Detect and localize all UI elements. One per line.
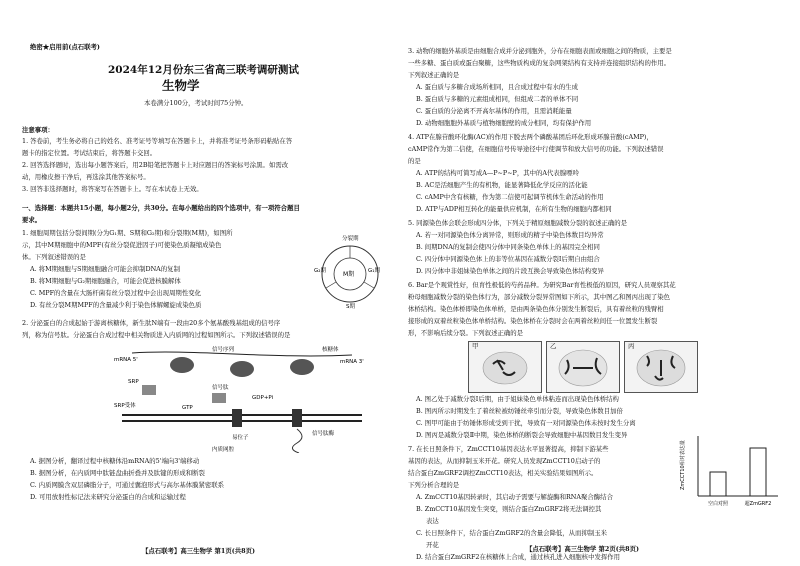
q1-stem: 示，其中M期细胞中的MPF(有丝分裂促进因子)可使染色质凝缩成染色 [22,241,222,249]
notes-line: 题卡的指定位置。考试结束后，将答题卡交回。 [22,149,157,157]
label-gtp: GTP [182,405,193,411]
q3-option: C. 蛋白质的分泌离不开高尔基体的作用，且需消耗能量 [416,107,572,115]
label-mrna3: mRNA 3' [340,359,364,365]
q4-option: B. AC是活细胞产生的有机物，能显著降低化学反应的活化能 [416,181,588,189]
label-mrna: mRNA 5' [114,357,138,363]
q6-stem: 体桥结构。染色体桥即染色体单桥，是由两条染色体分别发生断裂后，具有着丝粒的残臂相 [408,305,664,313]
mrna-strand [132,352,352,356]
notes-line: 1. 答卷前，考生务必将自己的姓名、准考证号等填写在答题卡上，并将准考证号条形码粘贴在答 [22,137,293,145]
q7-option: A. ZmCCT10基因转录时，其启动子需要与解旋酶和RNA聚合酶结合 [416,493,613,501]
subject-title: 生物学 [162,78,200,93]
fig-label-c: 丙 [628,342,635,350]
q6-option: A. 图乙处于减数分裂Ⅰ后期，由于姐妹染色单体粘连而出现染色体桥结构 [416,395,619,403]
label-translocon: 易位子 [232,435,249,441]
q7-option: D. 结合蛋白ZmGRF2在核糖体上合成，通过核孔进入细胞核中发挥作用 [416,553,621,561]
ribosome-shape [170,357,194,373]
footer-left: 【点石联考】高三生物学 第1页(共8页) [142,547,256,555]
q7-stem: 基因的表达，从而抑制玉米开花。研究人员发现ZmCCT10启动子的 [408,457,601,465]
label-signal: 信号序列 [212,347,235,353]
phase-label-top: 分裂期 [342,236,359,242]
q5-stem: 5. 同源染色体会联会形成四分体，下列关于精原细胞减数分裂的叙述正确的是 [408,219,628,227]
footer-right: 【点石联考】高三生物学 第2页(共8页) [526,545,640,553]
label-peptide: 信号肽 [212,385,229,391]
divider-line [326,282,336,288]
phase-label-s: S期 [346,304,355,310]
q3-option: B. 蛋白质与多糖的元素组成相同，但组成二者的单体不同 [416,95,579,103]
notes-heading: 注意事项： [22,126,54,134]
micrograph-c [624,341,698,393]
translocon-shape [292,409,302,427]
label-ribosome: 核糖体 [322,347,339,353]
confidential-mark: 绝密★启用前(点石联考) [30,43,100,51]
q5-option: A. 若一对同源染色体分离异常，则形成的精子中染色体数目均异常 [416,231,604,239]
bar [750,448,766,496]
phase-label-g2: G₂期 [314,268,326,274]
q7-stem: 下列分析合理的是 [408,481,460,489]
notes-line: 2. 回答选择题时，选出每小题答案后，用2B铅笔把答题卡上对应题目的答案标号涂黑。如需改 [22,161,289,169]
q5-option: B. 间期DNA的复制会使四分体中同条染色单体上的基因完全相同 [416,243,600,251]
q7-stem: 结合蛋白ZmGRF2调控ZmCCT10表达，相关实验结果如图所示。 [408,469,598,477]
q3-option: A. 蛋白质与多糖合成场所相同，且合成过程中有水的生成 [416,83,579,91]
q6-option: B. 图丙所示时期发生了着丝粒被纺锤丝牵引而分裂，导致染色体数目加倍 [416,407,623,415]
q1-option: B. 将M期细胞与G₂期细胞融合，可能会促进核膜解体 [30,277,181,285]
cell-cycle-diagram [312,232,388,310]
q6-stem: 形，不影响后续分裂。下列叙述正确的是 [408,329,524,337]
q3-option: D. 动物细胞胞外基质与植物细胞壁的成分相同，均有保护作用 [416,119,592,127]
notes-line: 3. 回答非选择题时，将答案写在答题卡上。写在本试卷上无效。 [22,185,203,193]
bar [710,472,726,496]
q6-stem: 粉母细胞减数分裂的染色体行为，部分减数分裂异常图如下所示，其中图乙和图丙出现了染色 [408,293,671,301]
exam-title: 2024年12月份东三省高三联考调研测试 [108,64,299,76]
q2-option: D. 可用放射性标记法来研究分泌蛋白的合成和运输过程 [30,493,186,501]
q2-option: A. 据图分析，翻译过程中核糖体沿mRNA的5'端向3'端移动 [30,457,200,465]
q2-option: C. 内质网膜含双层磷脂分子，可通过囊泡形式与高尔基体膜紧密联系 [30,481,225,489]
q7-option: B. ZmCCT10基因发生突变，则结合蛋白ZmGRF2将无法调控其 [416,505,602,513]
right-column [408,0,790,566]
q4-option: D. ATP与ADP相互转化的能量供应机制，在所有生物的细胞内都相同 [416,205,612,213]
exam-info: 本卷满分100分，考试时间75分钟。 [144,99,248,107]
label-srp: SRP [128,379,139,385]
label-peptidase: 信号肽酶 [312,431,335,437]
q7-option: 表达 [426,517,439,525]
expression-bar-chart [676,430,782,516]
q2-stem: 2. 分泌蛋白的合成起始于游离核糖体，新生肽N端有一段由20多个氨基酸残基组成的信号序 [22,319,281,327]
q4-option: A. ATP的结构可简写成A—P~P~P，其中的A代表腺嘌呤 [416,169,579,177]
q4-stem: cAMP常作为第二信使，在细胞信号传导途径中行使调节和放大信号的功能。下列叙述错误 [408,145,664,153]
micrograph-a [468,341,542,393]
q1-option: D. 有丝分裂M期MPF的含量减少利于染色体解螺旋成染色质 [30,301,202,309]
q2-option: B. 据图分析，在内质网中肽链盘曲折叠并及肽键的形成和断裂 [30,469,205,477]
label-gdp: GDP+Pi [252,395,274,401]
srp-shape [212,393,226,403]
label-er: 内质网腔 [212,447,235,453]
protein-secretion-diagram [112,345,372,453]
notes-line: 动，用橡皮擦干净后，再选涂其他答案标号。 [22,173,150,181]
q1-stem: 1. 细胞周期包括分裂间期(分为G₁期、S期和G₂期)和分裂期(M期)，如图所 [22,229,233,237]
ribosome-shape [290,359,314,375]
q1-option: C. MPF的含量在大肠杆菌有丝分裂过程中会出现周期性变化 [30,289,201,297]
q4-stem: 的是 [408,157,421,165]
x-tick-label: 空白对照 [707,501,729,507]
q5-option: C. 四分体中同源染色体上的非等位基因在减数分裂Ⅰ后期自由组合 [416,255,600,263]
x-tick-label: 超ZmGRF2 [744,501,772,507]
q6-option: C. 图甲可能由于纺锤体形成受到干扰，导致有一对同源染色体未按时发生分离 [416,419,636,427]
q7-option: 开花 [426,541,439,549]
phase-label-m: M期 [343,271,355,278]
q6-option: D. 图丙是减数分裂Ⅱ中期，染色体桥的断裂会导致细胞中基因数目发生变异 [416,431,628,439]
q3-stem: 一些多糖、蛋白质或蛋白聚糖，这些物质构成的复杂网架结构有支持并连接组织结构的作用。 [408,59,671,67]
q7-option: C. 长日照条件下，结合蛋白ZmGRF2的含量会降低，从而抑制玉米 [416,529,608,537]
fig-label-a: 甲 [472,342,479,350]
srp-shape [142,385,156,395]
q4-option: C. cAMP中含有核糖，作为第二信使可起调节机体生命活动的作用 [416,193,604,201]
q5-option: D. 四分体中非姐妹染色单体之间的片段互换会导致染色体结构变异 [416,267,604,275]
micrograph-b [546,341,620,393]
fig-label-b: 乙 [550,342,557,350]
q2-stem: 列，称为信号肽。分泌蛋白合成过程中相关物质进入内质网的过程如图所示。下列叙述错误的是 [22,331,291,339]
q1-stem: 体。下列叙述错误的是 [22,253,86,261]
q3-stem: 下列叙述正确的是 [408,71,460,79]
left-column [12,0,394,566]
section-heading: 要求。 [22,216,42,224]
label-receptor: SRP受体 [114,403,136,409]
translocon-shape [232,409,242,427]
divider-line [364,282,374,288]
q1-option: A. 将M期细胞与S期细胞融合可能会抑制DNA的复制 [30,265,180,273]
q3-stem: 3. 动物的细胞外基质是由细胞合成并分泌到胞外，分布在细胞表面或细胞之间的物质，主要是 [408,47,672,55]
q6-stem: 6. Bar是个观赏性好，但育性极低的芍药品种。为研究Bar育性极低的原因，研究人员观察其花 [408,281,676,289]
q4-stem: 4. ATP在腺苷酸环化酶(AC)的作用下脱去两个磷酸基团后环化形成环腺苷酸(cAMP)， [408,133,653,141]
y-axis-label: ZmCCT10相对表达量 [680,440,686,490]
q7-stem: 7. 在长日照条件下，ZmCCT10基因表达水平显著提高，抑制下游某些 [408,445,609,453]
folded-peptide [292,429,302,453]
ribosome-shape [230,361,254,377]
q6-stem: 接形成的双着丝粒染色体单桥结构。染色体桥在分裂时会在两着丝粒间任一位置发生断裂 [408,317,658,325]
section-heading: 一、选择题：本题共15小题，每小题2分，共30分。在每小题给出的四个选项中，有一项符合题目 [22,204,300,212]
phase-label-g1: G₁期 [368,268,380,274]
